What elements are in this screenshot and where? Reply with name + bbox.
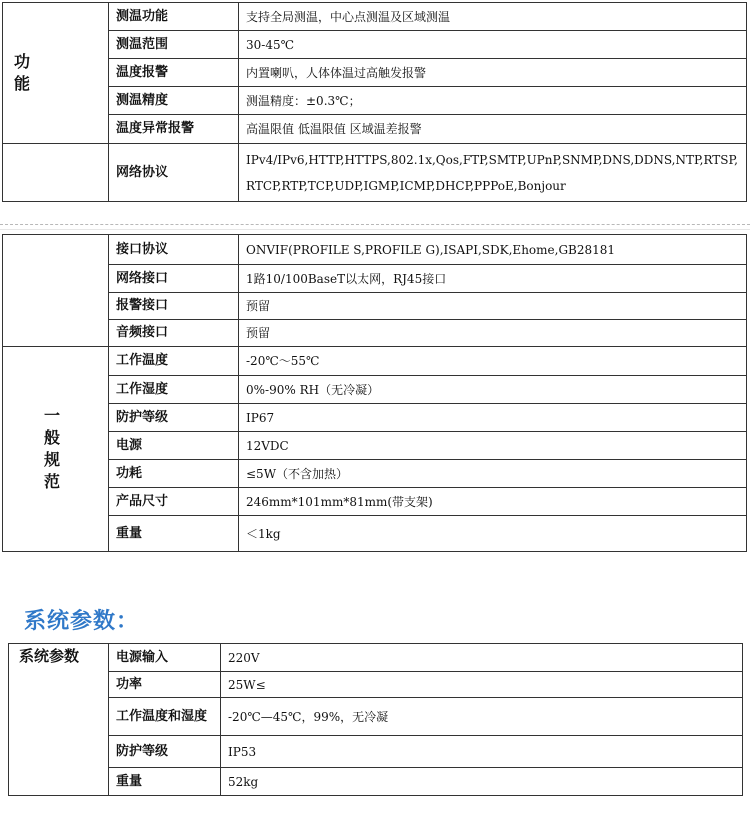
row-label: 温度报警 xyxy=(109,59,239,87)
table-row xyxy=(3,516,747,552)
row-label: 接口协议 xyxy=(109,235,239,265)
row-value: 预留 xyxy=(239,320,747,347)
table-row xyxy=(9,644,743,672)
row-label: 防护等级 xyxy=(109,736,221,768)
table-row xyxy=(3,235,747,265)
table-row xyxy=(9,672,743,698)
row-label: 测温功能 xyxy=(109,3,239,31)
row-value: ONVIF(PROFILE S,PROFILE G),ISAPI,SDK,Ehome,GB28181 xyxy=(239,235,747,265)
row-label: 防护等级 xyxy=(109,404,239,432)
table-row xyxy=(3,59,747,87)
table-row xyxy=(9,736,743,768)
table-row xyxy=(3,404,747,432)
table-row xyxy=(3,376,747,404)
row-label: 产品尺寸 xyxy=(109,488,239,516)
row-label: 温度异常报警 xyxy=(109,115,239,144)
table-row xyxy=(3,3,747,31)
table-row xyxy=(3,144,747,202)
row-label: 功耗 xyxy=(109,460,239,488)
row-label: 网络协议 xyxy=(109,144,239,202)
row-value: 30-45℃ xyxy=(239,31,747,59)
table-row xyxy=(3,432,747,460)
table-row xyxy=(3,265,747,293)
row-value: 预留 xyxy=(239,293,747,320)
row-label: 报警接口 xyxy=(109,293,239,320)
row-label: 工作温度和湿度 xyxy=(109,698,221,736)
table-row xyxy=(3,320,747,347)
row-value: IP53 xyxy=(221,736,743,768)
row-value: 测温精度：±0.3℃； xyxy=(239,87,747,115)
table-row xyxy=(3,31,747,59)
general-spec-table xyxy=(2,234,747,552)
row-label: 重量 xyxy=(109,516,239,552)
row-label: 工作湿度 xyxy=(109,376,239,404)
row-value: -20℃～55℃ xyxy=(239,347,747,376)
page-separator xyxy=(0,224,750,225)
table-row xyxy=(9,768,743,796)
row-value: 52kg xyxy=(221,768,743,796)
category-system: 系统参数 xyxy=(9,644,109,796)
page-separator xyxy=(0,229,750,230)
row-value: 246mm*101mm*81mm(带支架) xyxy=(239,488,747,516)
row-label: 工作温度 xyxy=(109,347,239,376)
empty-category-cell xyxy=(3,235,109,347)
row-label: 电源 xyxy=(109,432,239,460)
row-label: 音频接口 xyxy=(109,320,239,347)
row-value: 25W≤ xyxy=(221,672,743,698)
row-label: 测温范围 xyxy=(109,31,239,59)
row-value: IP67 xyxy=(239,404,747,432)
category-function: 功能 xyxy=(3,3,109,144)
row-label: 重量 xyxy=(109,768,221,796)
row-value: 220V xyxy=(221,644,743,672)
table-row xyxy=(3,460,747,488)
row-value: -20℃—45℃，99%，无冷凝 xyxy=(221,698,743,736)
row-value: 12VDC xyxy=(239,432,747,460)
row-label: 电源输入 xyxy=(109,644,221,672)
row-value: ≤5W（不含加热） xyxy=(239,460,747,488)
function-spec-table xyxy=(2,2,747,202)
table-row xyxy=(9,698,743,736)
row-value: 1路10/100BaseT以太网，RJ45接口 xyxy=(239,265,747,293)
empty-category-cell xyxy=(3,144,109,202)
table-row xyxy=(3,347,747,376)
row-label: 测温精度 xyxy=(109,87,239,115)
row-value-protocols: IPv4/IPv6,HTTP,HTTPS,802.1x,Qos,FTP,SMTP,UPnP,SNMP,DNS,DDNS,NTP,RTSP,RTCP,RTP,TCP,UDP,IGMP,ICMP,DHCP,PPPoE,Bonjour xyxy=(239,144,747,202)
category-general: 一般规范 xyxy=(3,347,109,552)
row-value: ＜1kg xyxy=(239,516,747,552)
table-row xyxy=(3,488,747,516)
row-label: 功率 xyxy=(109,672,221,698)
row-value: 高温限值 低温限值 区域温差报警 xyxy=(239,115,747,144)
table-row xyxy=(3,87,747,115)
row-value: 0%-90% RH（无冷凝） xyxy=(239,376,747,404)
row-value: 支持全局测温，中心点测温及区域测温 xyxy=(239,3,747,31)
row-value: 内置喇叭，人体体温过高触发报警 xyxy=(239,59,747,87)
system-params-table xyxy=(8,643,743,796)
section-title: 系统参数： xyxy=(24,609,140,634)
row-label: 网络接口 xyxy=(109,265,239,293)
table-row xyxy=(3,293,747,320)
table-row xyxy=(3,115,747,144)
